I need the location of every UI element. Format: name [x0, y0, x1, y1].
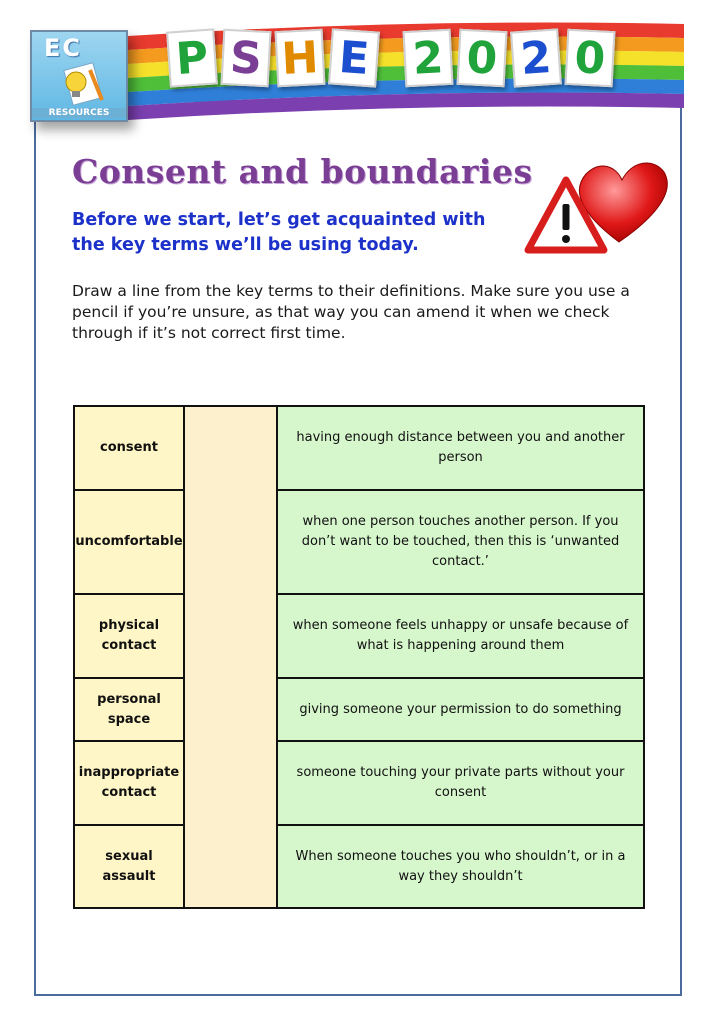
banner-letter: E — [328, 28, 380, 87]
table-row — [75, 742, 643, 826]
term-cell: personal space — [75, 679, 185, 742]
banner-letter: H — [275, 29, 326, 87]
lightbulb-icon — [54, 62, 110, 108]
definition-cell: having enough distance between you and another person — [276, 407, 643, 491]
definition-cell: when someone feels unhappy or unsafe because of what is happening around them — [276, 595, 643, 679]
banner-letter: S — [221, 29, 272, 87]
matching-table — [73, 405, 645, 909]
table-row — [75, 826, 643, 907]
banner-letter: 2 — [510, 28, 562, 87]
banner-letter: 0 — [457, 29, 508, 87]
term-cell: inappropriate contact — [75, 742, 185, 826]
warning-graphic — [524, 152, 674, 266]
page-title: Consent and boundaries — [72, 152, 533, 191]
term-cell: uncomfortable — [75, 491, 185, 595]
banner-letter: P — [166, 28, 218, 87]
logo-subtext: RESOURCES — [32, 108, 126, 118]
definition-cell: someone touching your private parts without your consent — [276, 742, 643, 826]
table-row — [75, 491, 643, 595]
instructions-text: Draw a line from the key terms to their definitions. Make sure you use a pencil if you’re unsure, as that way you can amend it when we check through if it’s not correct first time. — [72, 282, 630, 342]
ec-resources-logo — [30, 30, 128, 122]
term-cell: sexual assault — [75, 826, 185, 907]
table-row — [75, 679, 643, 742]
definition-cell: When someone touches you who shouldn’t, or in a way they shouldn’t — [276, 826, 643, 907]
term-cell: consent — [75, 407, 185, 491]
page-subtitle: Before we start, let’s get acquainted with the key terms we’ll be using today. — [72, 210, 486, 255]
banner-gap — [384, 30, 398, 82]
definition-cell: giving someone your permission to do something — [276, 679, 643, 742]
term-cell: physical contact — [75, 595, 185, 679]
definition-cell: when one person touches another person. If you don’t want to be touched, then this is ‘unwanted contact.’ — [276, 491, 643, 595]
logo-text: EC — [44, 34, 83, 62]
table-row — [75, 595, 643, 679]
table-row — [75, 407, 643, 491]
banner-letter: 0 — [565, 29, 616, 87]
banner-letter: 2 — [403, 29, 454, 87]
banner-title — [168, 30, 614, 100]
